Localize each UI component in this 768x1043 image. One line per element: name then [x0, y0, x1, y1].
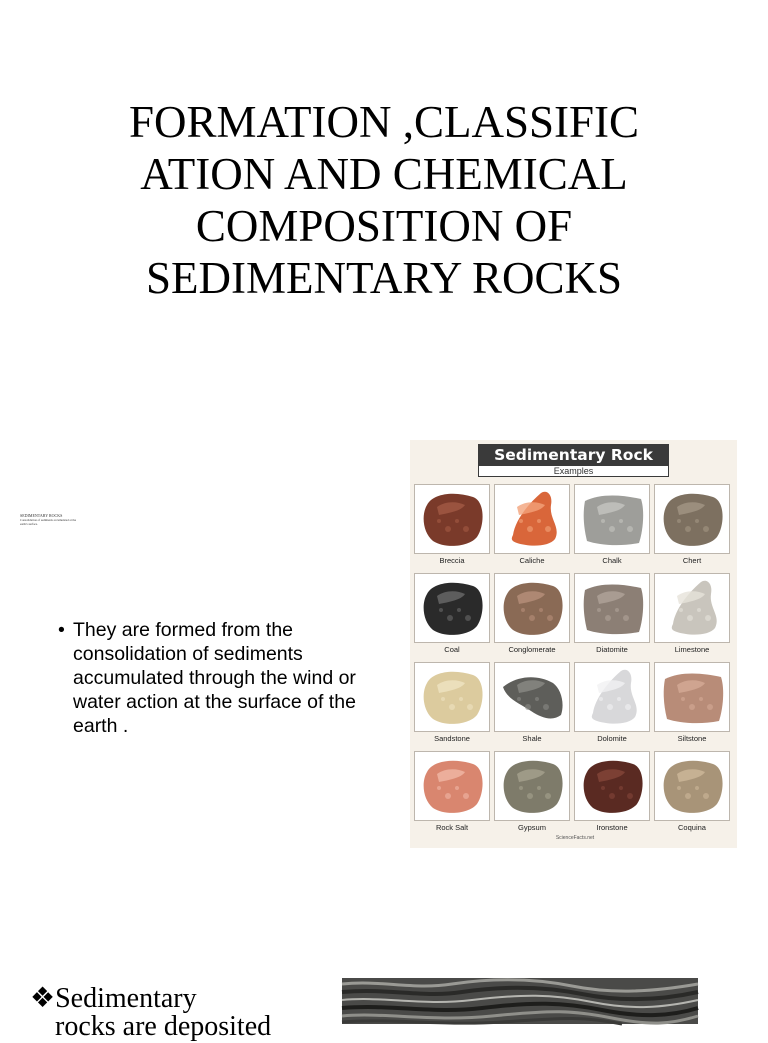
rock-icon: [415, 574, 491, 644]
rock-label: Chalk: [602, 556, 622, 565]
rock-icon: [575, 663, 651, 733]
poster-subtitle: Examples: [478, 466, 669, 477]
rock-image: [494, 573, 570, 643]
rock-icon: [415, 752, 491, 822]
bullet-dot-icon: •: [58, 619, 65, 641]
rock-tile-chalk: [574, 484, 650, 573]
rock-label: Rock Salt: [435, 823, 469, 832]
rock-tile-breccia: [414, 484, 490, 573]
sedimentary-heading: [30, 983, 272, 1042]
rock-tile-siltstone: [654, 662, 730, 751]
rock-tile-diatomite: [574, 573, 650, 662]
poster-credit: ScienceFacts.net: [555, 835, 595, 841]
rock-icon: [495, 663, 571, 733]
rock-icon: [655, 752, 731, 822]
rock-icon: [495, 574, 571, 644]
layered-rock-photo: [342, 978, 698, 1024]
rock-label: Diatomite: [596, 645, 628, 654]
tiny-heading: SEDIMENTARY ROCKS: [20, 513, 63, 518]
rock-label: Chert: [682, 556, 702, 565]
rock-label: Limestone: [674, 645, 710, 654]
rock-tile-shale: [494, 662, 570, 751]
rock-icon: [495, 485, 571, 555]
rock-image: [654, 662, 730, 732]
rock-tile-caliche: [494, 484, 570, 573]
rock-image: [494, 484, 570, 554]
rock-image: [574, 751, 650, 821]
rock-image: [414, 751, 490, 821]
rock-tile-sandstone: [414, 662, 490, 751]
bullet-point: [58, 618, 403, 738]
rock-icon: [655, 485, 731, 555]
rock-tile-dolomite: [574, 662, 650, 751]
rock-tile-gypsum: [494, 751, 570, 840]
rock-label: Shale: [522, 734, 542, 743]
sedimentary-rock-poster: [410, 440, 737, 848]
rock-label: Siltstone: [677, 734, 707, 743]
third-slide: [0, 950, 768, 1042]
rock-icon: [575, 485, 651, 555]
rock-image: [654, 751, 730, 821]
rock-tile-coal: [414, 573, 490, 662]
rock-image: [414, 662, 490, 732]
rock-tile-chert: [654, 484, 730, 573]
rock-label: Coal: [444, 645, 460, 654]
rock-image: [574, 662, 650, 732]
rock-image: [654, 484, 730, 554]
rock-icon: [415, 485, 491, 555]
rock-label: Sandstone: [434, 734, 470, 743]
rock-image: [574, 573, 650, 643]
rock-image: [494, 662, 570, 732]
sedimentary-next-line: rocks are deposited: [55, 1011, 272, 1042]
sedimentary-text: Sedimentary: [55, 983, 197, 1014]
rock-icon: [575, 752, 651, 822]
rock-image: [414, 484, 490, 554]
rock-label: Caliche: [519, 556, 545, 565]
rock-image: [574, 484, 650, 554]
tiny-notes: [20, 513, 80, 526]
rock-label: Coquina: [678, 823, 706, 832]
poster-title: Sedimentary Rock: [478, 444, 669, 466]
content-slide: [0, 384, 768, 864]
rock-image: [414, 573, 490, 643]
rock-image: [654, 573, 730, 643]
rock-image: [494, 751, 570, 821]
rock-icon: [575, 574, 651, 644]
rock-label: Dolomite: [597, 734, 627, 743]
rock-label: Breccia: [439, 556, 465, 565]
rock-tile-coquina: [654, 751, 730, 840]
rock-label: Ironstone: [596, 823, 628, 832]
rock-icon: [655, 663, 731, 733]
diamond-bullet-icon: ❖: [30, 983, 56, 1014]
rock-tile-limestone: [654, 573, 730, 662]
rock-label: Conglomerate: [508, 645, 556, 654]
rock-icon: [655, 574, 731, 644]
rock-icon: [415, 663, 491, 733]
rock-tile-conglomerate: [494, 573, 570, 662]
rock-icon: [495, 752, 571, 822]
rock-tile-rock-salt: [414, 751, 490, 840]
rock-tile-ironstone: [574, 751, 650, 840]
tiny-text: Consolidation of sediments accumulated at the earth's surface.: [20, 518, 77, 526]
bullet-text: They are formed from the consolidation of sediments accumulated through the wind or water action at the surface of the earth .: [73, 619, 356, 737]
title-slide: [0, 0, 768, 352]
rock-label: Gypsum: [518, 823, 546, 832]
slide-title: FORMATION ,CLASSIFIC ATION AND CHEMICAL COMPOSITION OF SEDIMENTARY ROCKS: [128, 97, 640, 303]
